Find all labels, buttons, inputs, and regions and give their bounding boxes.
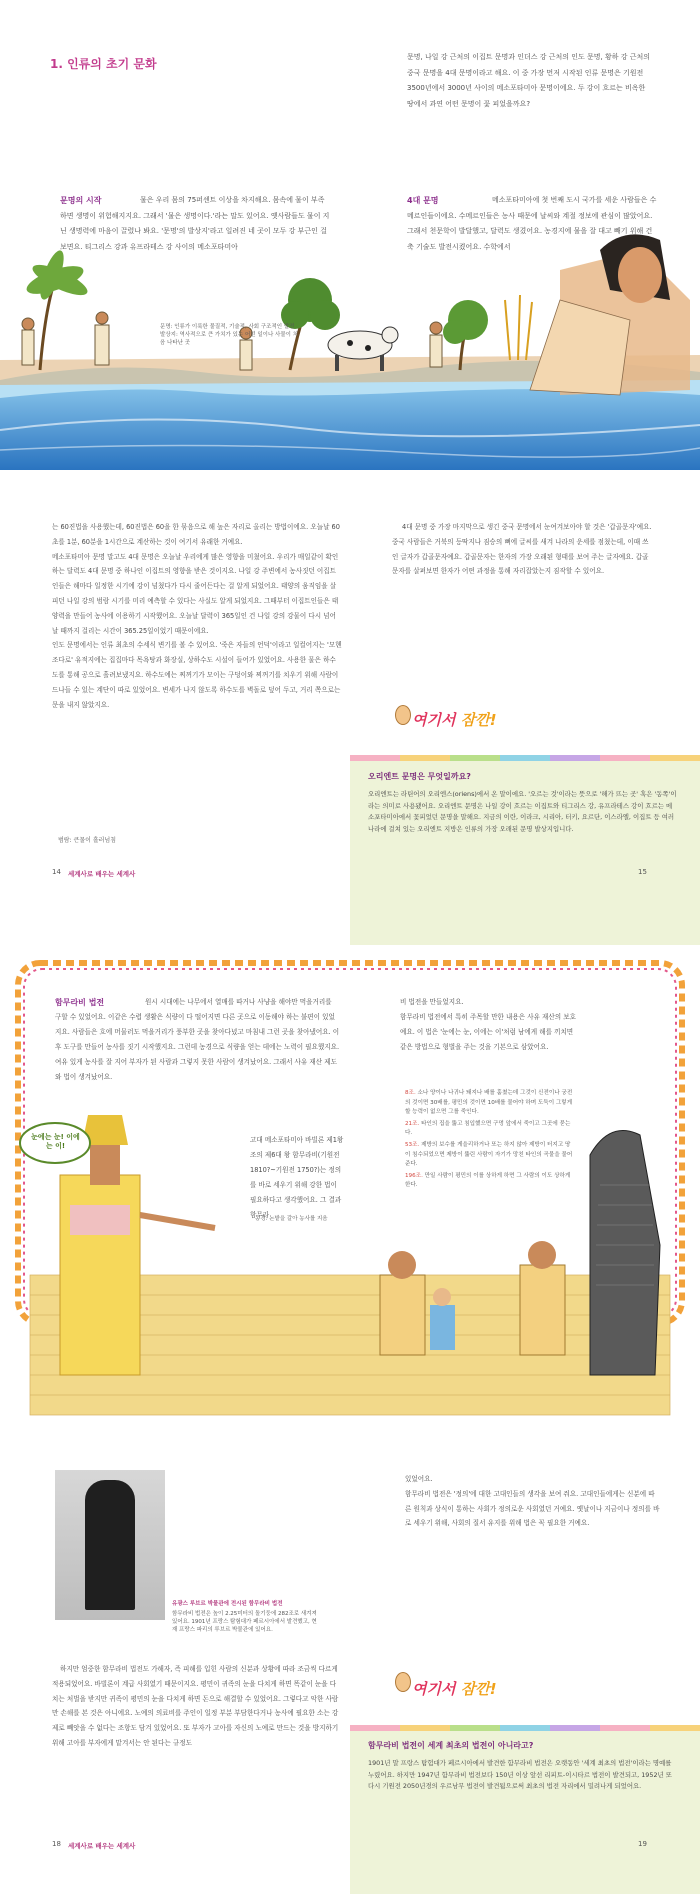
- law-label: 8조.: [405, 1090, 416, 1096]
- left-paragraph-a: 원시 시대에는 나무에서 열매를 따거나 사냥을 해야만 먹을거리를 구할 수 있었어요. 이같은 수렵 생활은 식량이 다 떨어지면 다른 곳으로 이동해야 하는 불편이 있었지요. 사람들은 흐에 머물러도 먹을거리가 풍부한 곳을 찾아다녔고 마침내 그런 곳을 찾아냈어요. 이후 도구를 만들어 농사를 짓기 시작했지요. 그런데 농경으로 식량을 얻는 데에는 노력이 필요했지요. 여유 있게 농사를 잘 지어 부자가 된 사람과 그렇지 못한 사람이 생겨났어요. 그래서 사유 재산 제도와 법이 생겨났어요.: [55, 998, 340, 1081]
- tip-banner-accent: 잠깐!: [460, 1680, 497, 1698]
- law-item: 8조. 소나 양이나 나귀나 돼지나 배를 훔쳤는데 그것이 신전이나 궁전의 것이면 30배를, 평민의 것이면 10배를 물어야 하며 도둑이 그렇게 할 능력이 없으면 그를 죽인다.: [405, 1090, 573, 1116]
- left-paragraph-b: 고대 메소포타미아 바빌론 제1왕조의 제6대 왕 함무라비(기원전 1810?~기원전 1750?)는 정의를 바로 세우기 위해 강한 법이 필요하다고 생각했어요. 그 결과 함무라: [250, 1136, 344, 1219]
- illustration-caption: 농경: 논밭을 갈아 농사를 지음: [255, 1216, 328, 1222]
- law-list: [405, 1089, 575, 1191]
- photo-caption-title: 유광스 루브르 박물관에 전시된 함무라비 법전: [172, 1601, 283, 1607]
- tip-box: [350, 730, 700, 945]
- tip-box-text: 1901년 말 프랑스 탐험대가 페르시아에서 발견한 함무라비 법전은 오랫동안 '세계 최초의 법전'이라는 명예를 누렸어요. 하지만 1947년 함무라비 법전보다 150년 이상 앞선 리피트-이시타르 법전이 발견되고, 1952년 또다시 기원전 2050년경의 우르남무 법전이 발견됨으로써 최초의 법전 자리에서 밀려나게 되었어요.: [368, 1759, 672, 1790]
- page-number-right: 15: [638, 868, 647, 876]
- spread-2: [0, 485, 700, 945]
- rainbow-bar: [350, 755, 700, 761]
- page-number-left: 18: [52, 1840, 61, 1848]
- rainbow-bar: [350, 1725, 700, 1731]
- left-paragraph: 하지만 엄중한 함무라비 법전도 가해자, 즉 피해를 입힌 사람의 신분과 상황에 따라 조금씩 다르게 적용되었어요. 바빌론이 계급 사회였기 때문이지요. 평민이 귀족의 눈을 다치게 하면 똑같이 눈을 다치는 처벌을 받지만 귀족이 평민의 눈을 다치게 하면 돈으로 해결할 수 있었어요. 그렇다고 악한 사람만 손해를 본 것은 아니에요. 노예의 의료비를 주인이 일정 부분 부담한다거나 농사에 필요한 소는 강제로 빼앗을 수 없다는 조항도 담겨 있었어요. 또 부자가 고아를 자신의 노예로 만드는 것을 방지하기 위해 고아를 부자에게 맡겨서는 안 된다는 규정도: [52, 1665, 339, 1747]
- tip-box-text: 오리엔트는 라틴어의 오리엔스(oriens)에서 온 말이에요. '오르는 것'이라는 뜻으로 '해가 뜨는 곳' 혹은 '동쪽'이라는 의미로 사용됐어요. 오리엔트 문명은 나일 강이 흐르는 이집트와 티그리스 강, 유프라테스 강이 흐르는 메소포타미아에서 꽃피었던 문명을 말해요. 지금의 이란, 이라크, 시리아, 터키, 요르단, 이스라엘, 이집트 등 여러 나라에 걸쳐 있는 오리엔트 지방은 인류의 가장 오래된 문명 발상지입니다.: [368, 790, 677, 833]
- footnote: 범람: 큰물이 흘러넘침: [58, 837, 117, 844]
- tip-box-title: 함무라비 법전이 세계 최초의 법전이 아니라고?: [368, 1741, 534, 1750]
- tip-banner: [412, 1678, 497, 1699]
- chapter-title: 1. 인류의 초기 문화: [50, 57, 157, 71]
- spread-3: [0, 945, 700, 1425]
- left-paragraph: 물은 우리 몸의 75퍼센트 이상을 차지해요. 몸속에 물이 부족하면 생명이 위험해지지요. 그래서 '물은 생명이다.'라는 말도 있어요. 옛사람들도 물이 지닌 생명력에 마음이 끌렸나 봐요. '문명'의 발상지'라고 일려진 네 곳이 모두 강 부근인 걸 보면요. 티그리스 강과 유프라테스 강 사이의 메소포타미아: [60, 196, 330, 251]
- stele-photo-object: [85, 1480, 135, 1610]
- right-paragraph: 4대 문명 중 가장 마지막으로 생긴 중국 문명에서 눈여겨보아야 할 것은 '갑골문자'예요. 중국 사람들은 거북의 등딱지나 짐승의 뼈에 글씨를 새겨 나라의 운세를 점쳤는데, 이때 쓰인 글자가 갑골문자예요. 갑골문자는 한자의 가장 오래된 형태를 보여 주는 글자예요. 갑골문자를 살펴보면 한자가 어떤 과정을 통해 자리잡았는지 짐작할 수 있어요.: [392, 523, 652, 576]
- tip-banner-main: 여기서: [412, 1680, 456, 1698]
- left-paragraph: 는 60진법을 사용했는데, 60진법은 60을 한 묶음으로 해 높은 자리로 올리는 방법이에요. 오늘날 60초를 1분, 60분을 1시간으로 계산하는 것이 여기서 유래한 거예요. 메소포타미아 문명 말고도 4대 문명은 오늘날 우리에게 많은 영향을 미쳤어요. 우리가 매일같이 확인하는 달력도 4대 문명 중 하나인 이집트의 영향을 받은 것이지요. 나일 강 주변에서 농사짓던 이집트인들은 해마다 일정한 시기에 강이 넘쳤다가 다시 줄어든다는 걸 알게 되었어요. 태양의 움직임을 살피던 나일 강의 범람 시기를 미리 예측할 수 있다는 사실도 알게 되었지요. 그때부터 이집트인들은 태양력을 만들어 농사에 이용하기 시작했어요. 오늘날 달력이 365일인 건 나일 강의 강물이 다시 넘어날 때까지 걸리는 시간이 365.25일이었기 때문이에요. 인도 문명에서는 인류 최초의 수세식 변기를 볼 수 있어요. '죽은 자들의 언덕'이라고 일컬어지는 '모헨조다로' 유적지에는 집집마다 목욕탕과 화장실, 상하수도 시설이 들어가 있었어요. 사용한 물은 하수도를 통해 공으로 흘려보냈지요. 하수도에는 찌꺼기가 모이는 구덩이와 찌꺼기를 치우기 위해 사람이 드나들 수 있는 계단이 따로 있었어요. 변세가 나지 않도록 하수도를 벽돌로 덮어 두고, 거리 쪽으로는 문을 내지 않았지요.: [52, 523, 342, 709]
- law-item: 21조. 타인의 집을 뚫고 침입했으면 구멍 앞에서 죽이고 그곳에 묻는다.: [405, 1120, 571, 1137]
- running-title-left: 세계사로 배우는 세계사: [68, 1842, 136, 1850]
- section-heading-four-civilizations: 4대 문명: [407, 196, 439, 205]
- stele-photo: [55, 1470, 165, 1620]
- intro-paragraph: 문명, 나일 강 근처의 이집트 문명과 인더스 강 근처의 인도 문명, 황하 강 근처의 중국 문명을 4대 문명이라고 해요. 이 중 가장 먼저 시작된 인류 문명은 기원전 3500년에서 3000년 사이의 메소포타미아 문명이에요. 두 강이 흐르는 비옥한 땅에서 과연 어떤 문명이 꽃 피었을까요?: [407, 53, 650, 108]
- law-label: 21조.: [405, 1120, 420, 1127]
- right-paragraph: 비 법전을 만들었지요. 함무라비 법전에서 특히 주목할 만한 내용은 사유 재산의 보호예요. 이 법은 '눈에는 눈, 이에는 이'처럼 남에게 해를 끼치면 같은 방법으로 형벌을 주는 것을 기본으로 삼았어요.: [400, 998, 577, 1051]
- law-item: 53조. 제방의 보수를 게을리하거나 또는 하지 않아 제방이 터지고 땅이 침수되었으면 제방이 뚫린 사람이 자기가 망친 타인의 곡물을 물어 준다.: [405, 1141, 573, 1168]
- stone-stele: [590, 1131, 660, 1376]
- egyptian-figure: [530, 234, 690, 395]
- spread-1: [0, 0, 700, 470]
- page-number-right: 19: [638, 1840, 647, 1848]
- right-paragraph: 메소포타미아에 첫 번째 도시 국가를 세운 사람들은 수메르인들이에요. 수메르인들은 농사 때문에 날씨와 계절 정보에 관심이 많았어요. 그래서 천문학이 발달했고, 달력도 생겼어요. 농경지에 물을 잘 대고 빼기 위해 건축 기술도 발전시켰어요. 수학에서: [407, 196, 657, 251]
- photo-caption-text: 함무라비 법전은 높이 2.25미터의 돌기둥에 282조로 새겨져 있어요. 1901년 프랑스 탐험대가 페르시아에서 발견했고, 현재 프랑스 파리의 루브르 박물관에 있어요.: [172, 1611, 317, 1633]
- section-heading-civilization-start: 문명의 시작: [60, 196, 102, 205]
- kid-icon: [395, 705, 411, 725]
- running-title-left: 세계사로 배우는 세계사: [68, 870, 136, 878]
- page-number-left: 14: [52, 868, 61, 876]
- section-heading-hammurabi: 함무라비 법전: [55, 998, 105, 1007]
- tip-banner: [412, 709, 497, 730]
- tip-banner-accent: 잠깐!: [460, 711, 497, 729]
- law-label: 53조.: [405, 1141, 420, 1148]
- tip-banner-main: 여기서: [412, 711, 456, 729]
- kid-icon: [395, 1672, 411, 1692]
- law-item: 196조. 만일 사람이 평민의 이를 상하게 하면 그 사람의 이도 상하게 한다.: [405, 1172, 571, 1189]
- tip-box-title: 오리엔트 문명은 무엇일까요?: [368, 772, 471, 781]
- speech-bubble-text: 눈에는 눈! 이에는 이!: [31, 1133, 80, 1150]
- right-paragraph: 있었어요. 함무라비 법전은 '정의'에 대한 고대인들의 생각을 보여 줘요. 고대인들에게는 신분에 따른 원칙과 상식이 통하는 사회가 정의로운 사회였던 거예요. 옛날이나 지금이나 정의를 바로 세우기 위해, 사회의 질서 유지를 위해 법은 꼭 필요한 거예요.: [405, 1475, 660, 1528]
- illustration-caption: 문명: 인류가 이룩한 물질적, 기술적, 사회 구조적인 발전 발상지: 역사적으로 큰 가치가 있는 어떤 일이나 사물이 처음 나타난 곳: [160, 324, 299, 346]
- law-label: 196조.: [405, 1172, 423, 1179]
- spread-4: [0, 1440, 700, 1894]
